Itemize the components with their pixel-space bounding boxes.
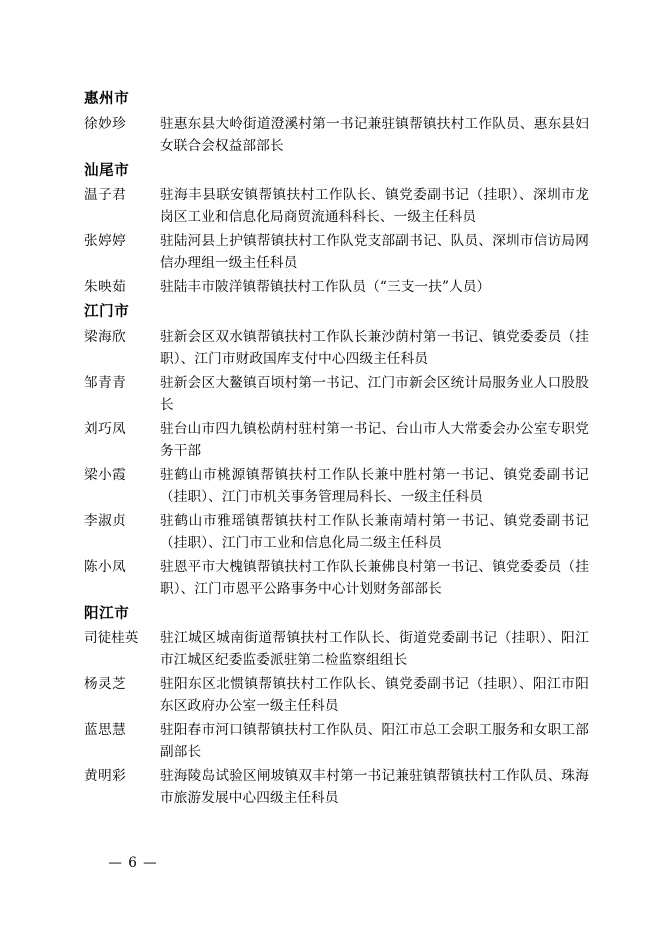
person-entry (84, 230, 589, 274)
person-entry (84, 765, 589, 809)
person-position-description: 驻陆河县上护镇帮镇扶村工作队党支部副书记、队员、深圳市信访局网信办理组一级主任科员 (160, 233, 589, 272)
city-section (84, 92, 589, 157)
person-entry (84, 184, 589, 228)
person-entry (84, 556, 589, 600)
person-position-description: 驻海陵岛试验区闸坡镇双丰村第一书记兼驻镇帮镇扶村工作队员、珠海市旅游发展中心四级主任科员 (160, 768, 589, 807)
person-entry (84, 113, 589, 157)
person-entry (84, 276, 589, 298)
person-name: 蓝思慧 (84, 722, 127, 739)
person-entry (84, 719, 589, 763)
person-name: 梁小霞 (84, 466, 127, 483)
person-position-description: 驻鹤山市雅瑶镇帮镇扶村工作队长兼南靖村第一书记、镇党委副书记（挂职）、江门市工业和信息化局二级主任科员 (160, 512, 589, 551)
city-heading: 阳江市 (84, 605, 130, 622)
page-number-text: — 6 — (108, 855, 158, 871)
city-heading: 江门市 (84, 304, 130, 321)
person-entry (84, 464, 589, 508)
page-number-footer (0, 855, 670, 871)
person-entry (84, 510, 589, 554)
person-entry (84, 627, 589, 671)
person-name: 张婷婷 (84, 233, 127, 250)
person-entry (84, 673, 589, 717)
city-section (84, 607, 589, 810)
person-position-description: 驻新会区双水镇帮镇扶村工作队长兼沙荫村第一书记、镇党委委员（挂职）、江门市财政国库支付中心四级主任科员 (160, 328, 589, 367)
person-position-description: 驻恩平市大槐镇帮镇扶村工作队长兼佛良村第一书记、镇党委委员（挂职）、江门市恩平公路事务中心计划财务部部长 (160, 558, 589, 597)
person-name: 徐妙珍 (84, 115, 127, 132)
person-position-description: 驻惠东县大岭街道澄溪村第一书记兼驻镇帮镇扶村工作队员、惠东县妇女联合会权益部部长 (160, 115, 589, 154)
city-heading: 汕尾市 (84, 162, 130, 179)
person-entry (84, 326, 589, 370)
person-name: 李淑贞 (84, 512, 127, 529)
city-section (84, 305, 589, 600)
person-entry (84, 372, 589, 416)
person-position-description: 驻鹤山市桃源镇帮镇扶村工作队长兼中胜村第一书记、镇党委副书记（挂职）、江门市机关事务管理局科长、一级主任科员 (160, 466, 589, 505)
document-body (84, 92, 589, 814)
person-position-description: 驻新会区大鳌镇百顷村第一书记、江门市新会区统计局服务业人口股股长 (160, 374, 589, 413)
person-name: 黄明彩 (84, 768, 127, 785)
person-name: 陈小凤 (84, 558, 127, 575)
person-name: 邹青青 (84, 374, 127, 391)
person-position-description: 驻阳东区北惯镇帮镇扶村工作队长、镇党委副书记（挂职）、阳江市阳东区政府办公室一级主任科员 (160, 676, 589, 715)
person-name: 杨灵芝 (84, 676, 127, 693)
person-position-description: 驻阳春市河口镇帮镇扶村工作队员、阳江市总工会职工服务和女职工部副部长 (160, 722, 589, 761)
person-name: 司徒桂英 (84, 630, 139, 647)
city-heading: 惠州市 (84, 91, 130, 107)
person-name: 温子君 (84, 187, 127, 204)
city-section (84, 164, 589, 299)
person-name: 梁海欣 (84, 328, 127, 345)
person-name: 朱映茹 (84, 279, 127, 296)
person-position-description: 驻江城区城南街道帮镇扶村工作队长、街道党委副书记（挂职）、阳江市江城区纪委监委派驻第二检监察组组长 (160, 630, 589, 669)
person-position-description: 驻台山市四九镇松荫村驻村第一书记、台山市人大常委会办公室专职党务干部 (160, 420, 589, 459)
person-entry (84, 418, 589, 462)
person-position-description: 驻陆丰市陂洋镇帮镇扶村工作队员（“三支一扶”人员） (160, 279, 491, 296)
person-position-description: 驻海丰县联安镇帮镇扶村工作队长、镇党委副书记（挂职）、深圳市龙岗区工业和信息化局商贸流通科科长、一级主任科员 (160, 187, 589, 226)
person-name: 刘巧凤 (84, 420, 127, 437)
